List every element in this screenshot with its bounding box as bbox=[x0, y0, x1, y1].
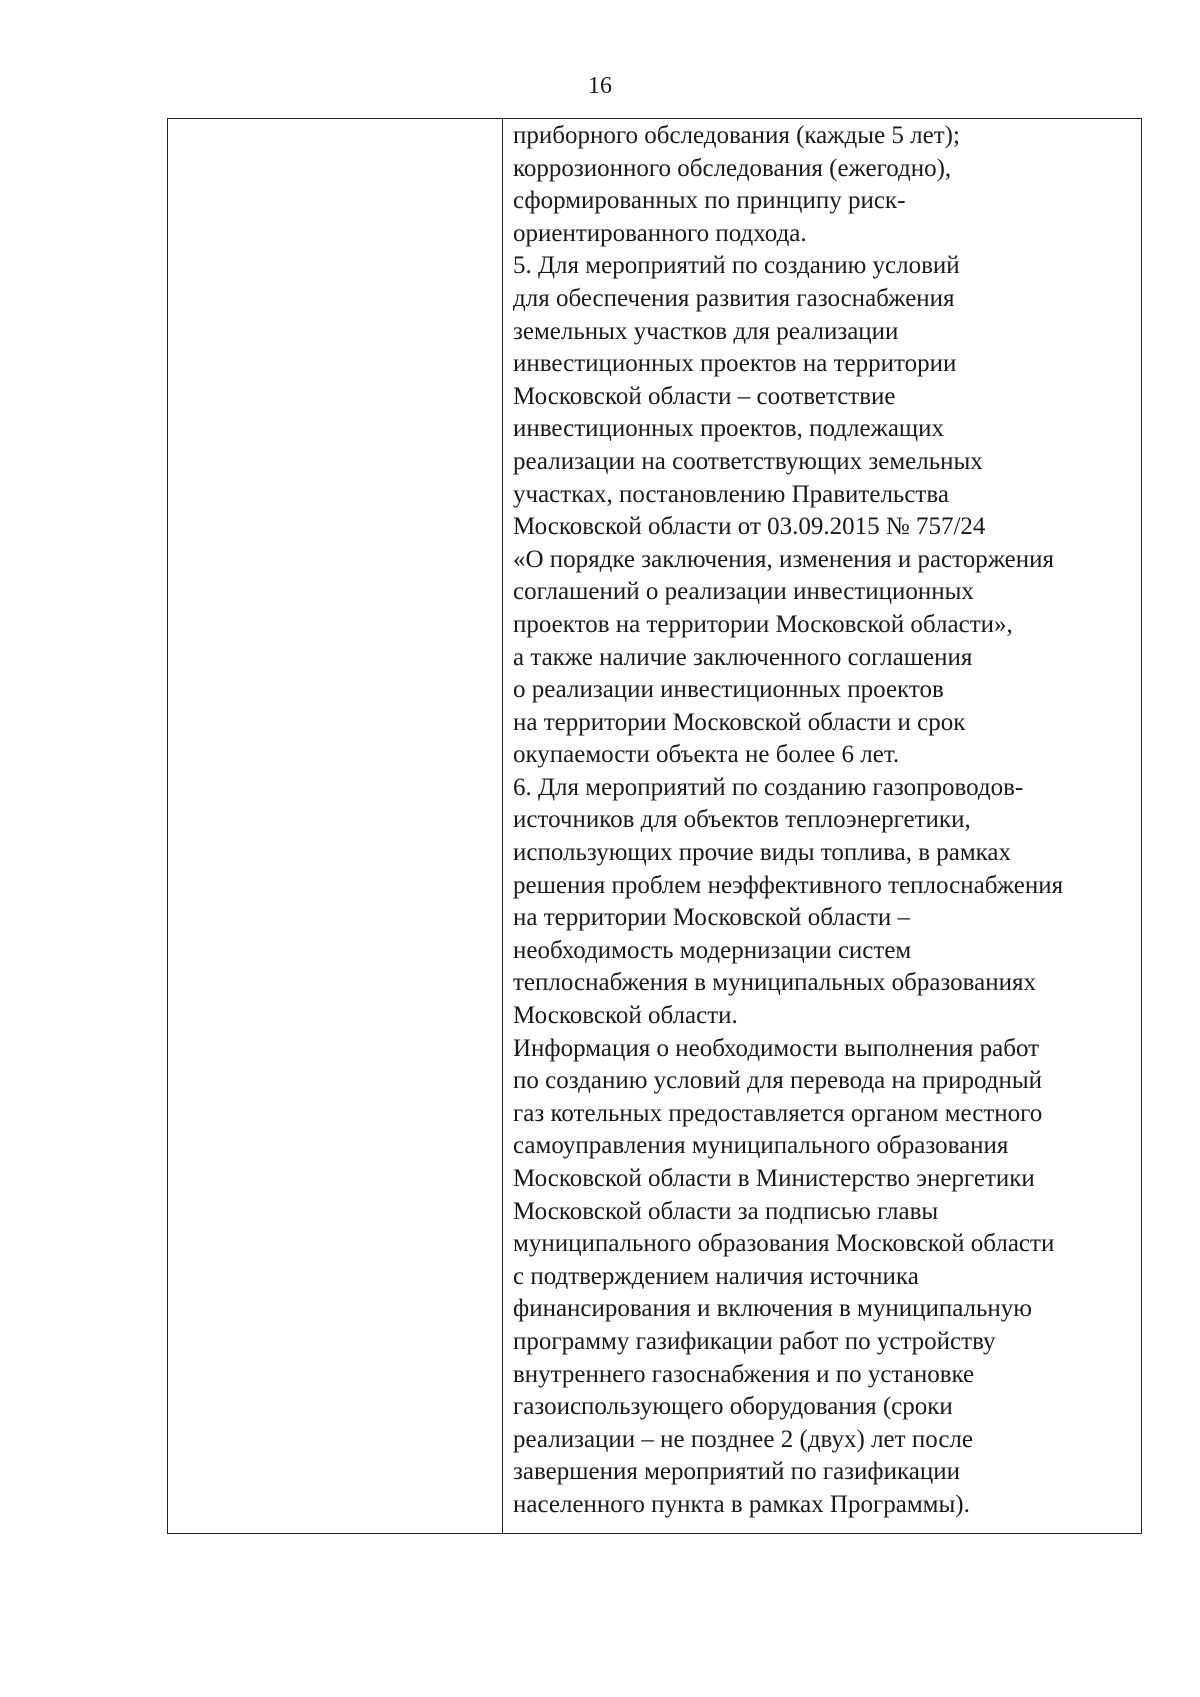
text-line: участках, постановлению Правительства bbox=[513, 480, 949, 508]
text-line: газоиспользующего оборудования (сроки bbox=[513, 1393, 953, 1421]
text-line: реализации – не позднее 2 (двух) лет после bbox=[513, 1425, 973, 1453]
text-line: реализации на соответствующих земельных bbox=[513, 447, 983, 475]
text-line: земельных участков для реализации bbox=[513, 317, 899, 345]
text-line: проектов на территории Московской области», bbox=[513, 610, 1013, 638]
text-line: финансирования и включения в муниципальную bbox=[513, 1295, 1032, 1323]
text-line: Московской области за подписью главы bbox=[513, 1197, 939, 1225]
text-line: необходимость модернизации систем bbox=[513, 936, 912, 964]
text-line: а также наличие заключенного соглашения bbox=[513, 643, 973, 671]
text-line: ориентированного подхода. bbox=[513, 219, 807, 247]
text-line: Московской области от 03.09.2015 № 757/24 bbox=[513, 513, 986, 541]
text-line: программу газификации работ по устройству bbox=[513, 1327, 996, 1355]
text-line: на территории Московской области и срок bbox=[513, 708, 966, 736]
text-line: завершения мероприятий по газификации bbox=[513, 1458, 960, 1486]
table-cell-left-empty bbox=[168, 119, 503, 1533]
text-line: решения проблем неэффективного теплоснабжения bbox=[513, 871, 1064, 899]
table-cell-right-text bbox=[503, 119, 1141, 1533]
text-line: 6. Для мероприятий по созданию газопроводов- bbox=[513, 773, 1024, 801]
text-line: газ котельных предоставляется органом местного bbox=[513, 1099, 1043, 1127]
text-line: окупаемости объекта не более 6 лет. bbox=[513, 741, 900, 769]
text-line: на территории Московской области – bbox=[513, 904, 911, 932]
text-line: с подтверждением наличия источника bbox=[513, 1262, 919, 1290]
text-line: муниципального образования Московской области bbox=[513, 1230, 1055, 1258]
text-line: коррозионного обследования (ежегодно), bbox=[513, 154, 952, 182]
text-line: внутреннего газоснабжения и по установке bbox=[513, 1360, 975, 1388]
document-table bbox=[167, 118, 1142, 1534]
text-line: по созданию условий для перевода на природный bbox=[513, 1067, 1043, 1095]
text-line: инвестиционных проектов на территории bbox=[513, 350, 957, 378]
text-line: Московской области в Министерство энергетики bbox=[513, 1165, 1035, 1192]
text-line: теплоснабжения в муниципальных образованиях bbox=[513, 969, 1036, 997]
text-line: соглашений о реализации инвестиционных bbox=[513, 578, 974, 606]
text-line: Информация о необходимости выполнения работ bbox=[513, 1034, 1040, 1062]
text-line: «О порядке заключения, изменения и расторжения bbox=[513, 545, 1055, 573]
text-line: Московской области. bbox=[513, 1002, 738, 1030]
text-line: приборного обследования (каждые 5 лет); bbox=[513, 122, 960, 149]
text-line: сформированных по принципу риск- bbox=[513, 187, 906, 215]
text-line: о реализации инвестиционных проектов bbox=[513, 676, 944, 704]
text-line: населенного пункта в рамках Программы). bbox=[513, 1490, 970, 1518]
text-line: Московской области – соответствие bbox=[513, 382, 896, 410]
text-line: 5. Для мероприятий по созданию условий bbox=[513, 252, 960, 280]
text-line: инвестиционных проектов, подлежащих bbox=[513, 415, 945, 443]
page-number: 16 bbox=[588, 73, 612, 99]
text-line: использующих прочие виды топлива, в рамках bbox=[513, 839, 1012, 867]
text-line: самоуправления муниципального образования bbox=[513, 1132, 1009, 1160]
text-line: источников для объектов теплоэнергетики, bbox=[513, 806, 971, 834]
text-line: для обеспечения развития газоснабжения bbox=[513, 284, 955, 312]
